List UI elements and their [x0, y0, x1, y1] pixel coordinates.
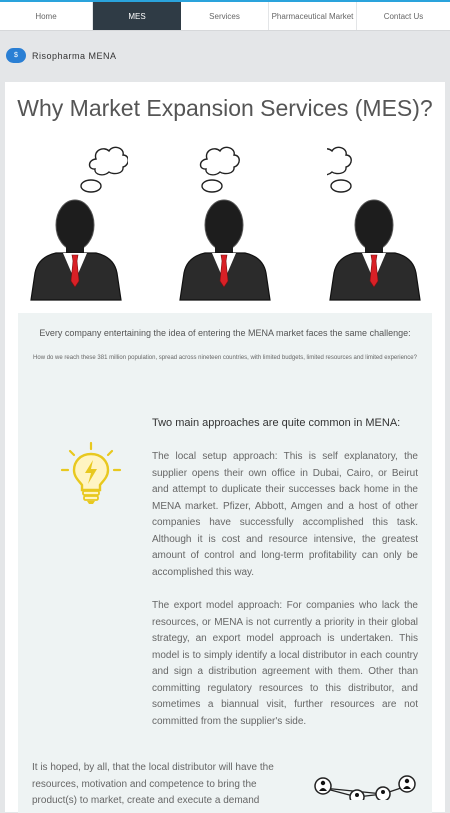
approaches-title: Two main approaches are quite common in MENA:: [152, 417, 401, 429]
export-model-paragraph: The export model approach: For companies who lack the resources, or MENA is not currently a priority in their global strategy, an export model approach is undertaken. This model is to simply identify a local distributor in each country and sign a distribution agreement with them. Other than committing regulatory resources to this distributor, and sometimes a biannual visit, further resources are not committed from the supplier's side.: [152, 600, 418, 727]
page-title: Why Market Expansion Services (MES)?: [17, 95, 433, 121]
brand-name: Risopharma MENA: [32, 50, 117, 61]
challenge-question: How do we reach these 381 million population, spread across nineteen countries, with limited budgets, limited resources and limited experience?: [33, 355, 417, 361]
nav-item-services[interactable]: Services: [181, 2, 269, 30]
distributor-paragraph: It is hoped, by all, that the local distributor will have the resources, motivation and competence to bring the product(s) to market, create and execute a demand: [32, 762, 274, 806]
nav-item-home[interactable]: Home: [0, 2, 93, 30]
local-setup-paragraph: The local setup approach: This is self explanatory, the supplier opens their own office in Dubai, Cairo, or Beirut and attempt to duplicate their successes back home in the MENA market. Pfizer, Abbott, Amgen and a host of other companies have successfully accomplished this task. Although it is cost and resource intensive, the greatest amount of control and long-term profitability can only be accomplished this way.: [152, 451, 418, 578]
thinking-businessman-figure: [177, 143, 277, 303]
nav-item-pharmaceutical-market[interactable]: Pharmaceutical Market: [269, 2, 357, 30]
brand-logo-icon: $: [6, 48, 26, 63]
brand[interactable]: [6, 47, 117, 64]
lightbulb-icon: [58, 440, 124, 506]
thinking-businessman-figure: [28, 143, 128, 303]
intro-text: Every company entertaining the idea of entering the MENA market faces the same challenge:: [39, 328, 411, 338]
thinking-businessman-figure: [327, 143, 427, 303]
main-navigation: [0, 2, 450, 31]
network-people-icon: [305, 770, 425, 800]
nav-item-mes[interactable]: MES: [93, 2, 181, 30]
nav-item-contact-us[interactable]: Contact Us: [383, 11, 424, 21]
